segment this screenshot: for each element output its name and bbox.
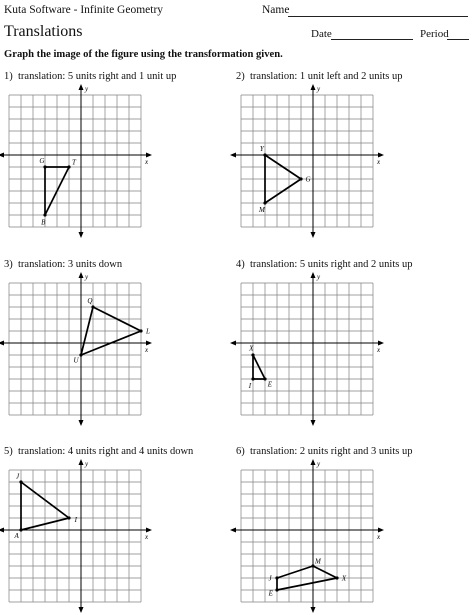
vertex-label: I [248, 381, 252, 390]
vertex-point [299, 177, 302, 180]
problem-5-prompt [4, 446, 193, 457]
vertex-point [275, 588, 278, 591]
problem-2-prompt [236, 71, 403, 82]
y-axis-arrow-down [311, 232, 316, 238]
y-axis-arrow-down [311, 607, 316, 613]
name-blank[interactable] [288, 16, 468, 17]
x-axis-arrow-left [0, 153, 4, 158]
y-axis-arrow-up [79, 84, 84, 90]
y-axis-arrow-down [311, 420, 316, 426]
x-axis-arrow-right [378, 341, 384, 346]
problem-3-number: 3) [4, 259, 13, 270]
y-axis-label: y [317, 460, 321, 468]
worksheet-title: Translations [4, 23, 83, 40]
problem-6-graph[interactable] [241, 460, 381, 602]
name-label: Name [262, 4, 290, 16]
vertex-label: U [73, 356, 79, 365]
problem-3-graph[interactable] [9, 273, 150, 415]
vertex-point [67, 165, 70, 168]
vertex-label: X [341, 574, 347, 583]
y-axis-label: y [85, 273, 89, 281]
vertex-label: I [74, 516, 77, 525]
problem-2-number: 2) [236, 71, 245, 82]
x-axis-arrow-left [0, 341, 4, 346]
vertex-label: L [146, 327, 150, 336]
x-axis-arrow-right [146, 153, 152, 158]
y-axis-label: y [85, 85, 89, 93]
date-label: Date [311, 28, 332, 40]
vertex-label: J [15, 472, 20, 481]
y-axis-arrow-up [79, 459, 84, 465]
period-label: Period [420, 28, 449, 40]
problem-4-number: 4) [236, 259, 245, 270]
x-axis-label: x [377, 346, 381, 354]
vertex-point [139, 329, 142, 332]
problem-2-graph[interactable] [241, 85, 381, 227]
y-axis-arrow-down [79, 607, 84, 613]
vertex-point [263, 201, 266, 204]
vertex-label: G [305, 175, 311, 184]
problem-6-number: 6) [236, 446, 245, 457]
problem-3-text: translation: 3 units down [18, 259, 123, 270]
problem-1-text: translation: 5 units right and 1 unit up [18, 71, 177, 82]
vertex-point [251, 377, 254, 380]
instructions: Graph the image of the figure using the transformation given. [4, 49, 283, 60]
vertex-point [263, 153, 266, 156]
y-axis-arrow-down [79, 232, 84, 238]
problem-4-graph[interactable] [241, 273, 381, 415]
vertex-point [19, 528, 22, 531]
x-axis-label: x [145, 158, 149, 166]
period-blank[interactable] [447, 39, 469, 40]
vertex-point [79, 353, 82, 356]
vertex-label: J [268, 574, 272, 583]
y-axis-arrow-down [79, 420, 84, 426]
x-axis-arrow-left [0, 528, 4, 533]
problem-1-prompt [4, 71, 176, 82]
problem-2-text: translation: 1 unit left and 2 units up [250, 71, 403, 82]
x-axis-label: x [377, 533, 381, 541]
vertex-label: Y [259, 145, 264, 154]
x-axis-arrow-right [146, 341, 152, 346]
y-axis-label: y [317, 85, 321, 93]
vertex-label: A [14, 531, 19, 540]
y-axis-arrow-up [79, 272, 84, 278]
x-axis-label: x [145, 346, 149, 354]
x-axis-arrow-right [378, 528, 384, 533]
y-axis-label: y [317, 273, 321, 281]
y-axis-label: y [85, 460, 89, 468]
x-axis-label: x [377, 158, 381, 166]
vertex-label: E [267, 380, 273, 389]
problem-5-text: translation: 4 units right and 4 units down [18, 446, 194, 457]
vertex-label: G [39, 157, 45, 166]
y-axis-arrow-up [311, 459, 316, 465]
x-axis-arrow-left [230, 528, 236, 533]
vertex-point [67, 516, 70, 519]
problem-1-number: 1) [4, 71, 13, 82]
problem-1-graph[interactable] [9, 85, 149, 227]
y-axis-arrow-up [311, 272, 316, 278]
vertex-point [91, 305, 94, 308]
x-axis-arrow-right [378, 153, 384, 158]
vertex-label: M [315, 557, 321, 566]
vertex-label: B [41, 218, 46, 227]
date-blank[interactable] [331, 39, 413, 40]
vertex-label: T [71, 158, 76, 167]
vertex-point [275, 576, 278, 579]
problem-3-prompt [4, 259, 122, 270]
problem-6-text: translation: 2 units right and 3 units up [250, 446, 413, 457]
vertex-point [251, 353, 254, 356]
problem-5-graph[interactable] [9, 460, 149, 602]
y-axis-arrow-up [311, 84, 316, 90]
problem-6-prompt [236, 446, 412, 457]
vertex-label: X [249, 344, 254, 353]
problem-5-number: 5) [4, 446, 13, 457]
vertex-point [335, 576, 338, 579]
publisher-line: Kuta Software - Infinite Geometry [4, 4, 164, 16]
vertex-point [19, 480, 22, 483]
vertex-point [263, 377, 266, 380]
x-axis-arrow-right [146, 528, 152, 533]
x-axis-label: x [145, 533, 149, 541]
vertex-label: E [268, 589, 273, 598]
vertex-point [43, 213, 46, 216]
problem-4-text: translation: 5 units right and 2 units up [250, 259, 413, 270]
vertex-label: Q [87, 297, 93, 306]
vertex-point [43, 165, 46, 168]
x-axis-arrow-left [230, 153, 236, 158]
vertex-label: M [258, 205, 265, 214]
problem-4-prompt [236, 259, 412, 270]
x-axis-arrow-left [230, 341, 236, 346]
